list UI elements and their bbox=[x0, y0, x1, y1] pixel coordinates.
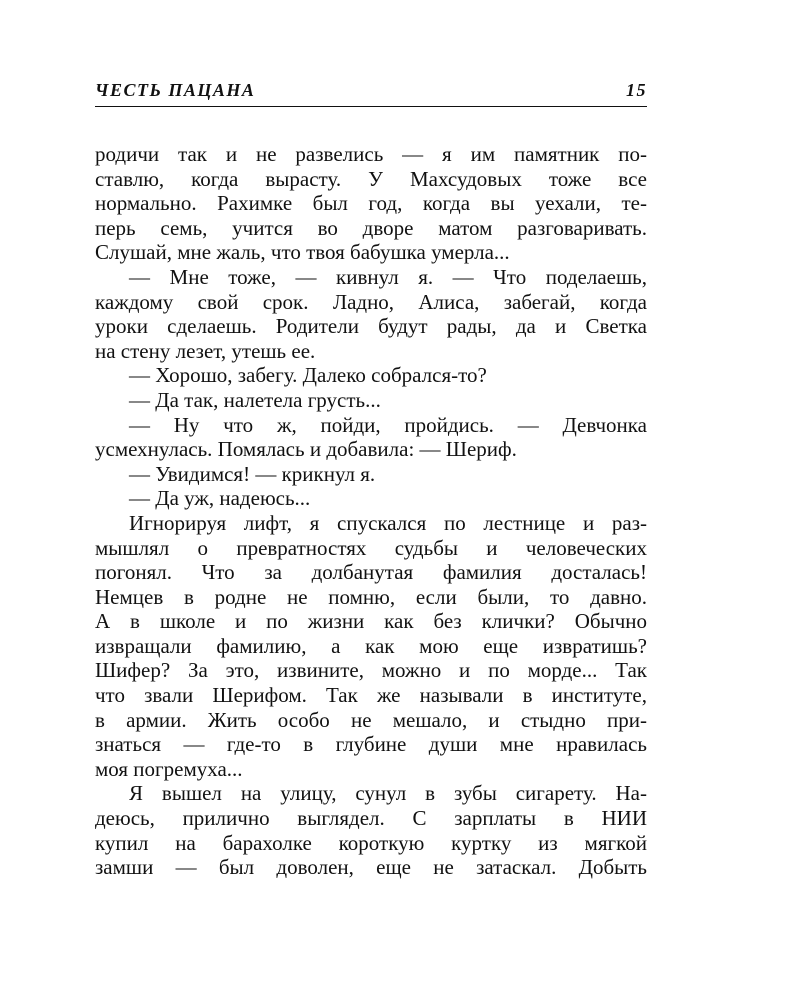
text-line: — Да так, налетела грусть... bbox=[129, 387, 381, 412]
text-line: извращали фамилию, а как мою еще извратишь? bbox=[95, 633, 647, 658]
text-line: моя погремуха... bbox=[95, 756, 243, 781]
text-line: замши — был доволен, еще не затаскал. Добыть bbox=[95, 855, 647, 880]
text-line: — Ну что ж, пойди, пройдись. — Девчонка bbox=[129, 412, 647, 437]
text-line: — Увидимся! — крикнул я. bbox=[129, 461, 376, 486]
text-line: Шифер? За это, извините, можно и по морде... Так bbox=[95, 658, 647, 683]
text-line: Слушай, мне жаль, что твоя бабушка умерла... bbox=[95, 240, 510, 265]
text-line: мышлял о превратностях судьбы и человеческих bbox=[95, 535, 647, 560]
text-line: нормально. Рахимке был год, когда вы уехали, те- bbox=[95, 191, 647, 216]
text-line: деюсь, прилично выглядел. С зарплаты в НИИ bbox=[95, 806, 647, 831]
text-line: — Хорошо, забегу. Далеко собрался-то? bbox=[129, 363, 487, 388]
running-header bbox=[95, 80, 647, 107]
text-line: А в школе и по жизни как без клички? Обычно bbox=[95, 609, 647, 634]
text-line: каждому свой срок. Ладно, Алиса, забегай, когда bbox=[95, 289, 647, 314]
text-line: на стену лезет, утешь ее. bbox=[95, 338, 316, 363]
text-line: знаться — где-то в глубине души мне нравилась bbox=[95, 732, 647, 757]
body-text bbox=[95, 142, 647, 880]
text-line: в армии. Жить особо не мешало, и стыдно при- bbox=[95, 707, 647, 732]
text-line: купил на барахолке короткую куртку из мягкой bbox=[95, 830, 647, 855]
text-line: уроки сделаешь. Родители будут рады, да и Светка bbox=[95, 314, 647, 339]
text-line: Игнорируя лифт, я спускался по лестнице и раз- bbox=[129, 510, 647, 535]
text-line: — Да уж, надеюсь... bbox=[129, 486, 311, 511]
text-line: Немцев в родне не помню, если были, то давно. bbox=[95, 584, 647, 609]
text-line: — Мне тоже, — кивнул я. — Что поделаешь, bbox=[129, 264, 647, 289]
text-line: перь семь, учится во дворе матом разговаривать. bbox=[95, 215, 647, 240]
text-line: что звали Шерифом. Так же называли в институте, bbox=[95, 683, 647, 708]
text-line: родичи так и не развелись — я им памятник по- bbox=[95, 142, 647, 166]
text-line: погонял. Что за долбанутая фамилия досталась! bbox=[95, 560, 647, 585]
text-line: усмехнулась. Помялась и добавила: — Шериф. bbox=[95, 437, 517, 462]
book-title: ЧЕСТЬ ПАЦАНА bbox=[95, 80, 256, 100]
text-line: ставлю, когда вырасту. У Махсудовых тоже все bbox=[95, 166, 647, 191]
text-line: Я вышел на улицу, сунул в зубы сигарету. На- bbox=[129, 781, 647, 806]
page-number: 15 bbox=[626, 80, 647, 100]
